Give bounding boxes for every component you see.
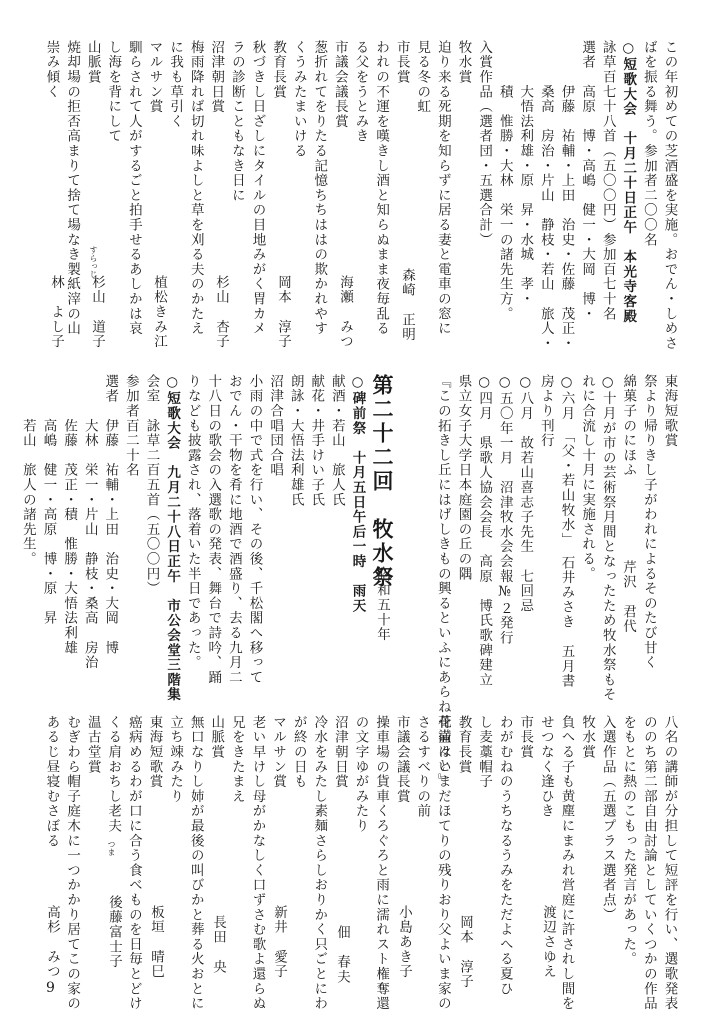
top-lines-line: 市長賞 [393, 40, 410, 85]
bottom-lines-line: をもとに熱のこもった発言があった。 [620, 715, 637, 967]
top-lines-line: くうみたまいける [290, 40, 307, 159]
top-col2_lines-line: ○十月が市の芸術祭月間となったため牧水祭もそ [599, 374, 616, 703]
top-col3_lines-line: 大林 栄一・片山 静枝・桑高 房治 [81, 374, 98, 670]
top-author: 森崎 正明 [399, 268, 415, 342]
top-col3_lines-line: 佐藤 茂正・積 惟勝・大悟法利雄 [61, 374, 78, 656]
bottom-lines-line: 牧水賞 [579, 715, 596, 760]
top-col3_lines-line: 献酒・若山 旅人氏 [328, 374, 345, 508]
bottom-lines-line: の文字ゆがみたり [352, 715, 369, 834]
top-lines-line: 焼却場の拒否高まりて捨て場なき製紙滓の山 [64, 40, 81, 336]
top-lines-line: 見る冬の虹 [414, 40, 431, 114]
section-title: 第二十二回 牧水祭 [370, 374, 395, 590]
top-lines-line: 梅雨降れば切れ味よしと草を刈る夫のかたえ [187, 40, 204, 336]
bottom-lines-line: さるすべりの前 [414, 715, 431, 819]
top-author: 岡本 淳子 [275, 275, 291, 349]
top-lines-line: 入賞作品（選者団・五選合計） [476, 40, 493, 248]
bottom-lines-line: せつなく逢ひき [537, 715, 554, 819]
bottom-lines-line: マルサン賞 [270, 715, 287, 789]
top-lines-line: マルサン賞 [146, 40, 163, 114]
top-col3_lines-line: 献花・井手けい子氏 [308, 374, 325, 508]
bottom-lines-line: 冷水をみたし素麺さらしおりかく只ごとにわ [311, 715, 328, 1011]
top-author: 植松きみ江 [151, 275, 167, 349]
top-lines-line: 崇み傾く [43, 40, 60, 100]
top-col3_lines-line: 選者 伊藤 祐輔・上田 治史・大岡 博 [102, 374, 119, 656]
top-col3_lines-line: ○碑前祭 十月五日午后一時 雨天 [349, 374, 366, 614]
top-col3_lines-line: ○短歌大会 九月二十八日正午 市公会堂三階集 [164, 374, 181, 703]
top-lines-line: 馴らされて人がするごと拍手せるあしかは哀 [125, 40, 142, 336]
section-year: 昭和五十年 [374, 568, 390, 642]
bottom-lines-line: 東海短歌賞 [146, 715, 163, 789]
top-lines-line: 伊藤 祐輔・上田 治史・佐藤 茂正・ [558, 40, 575, 351]
bottom-author: 渡辺さゆえ [540, 905, 556, 979]
top-author: 林 よし子 [48, 275, 64, 349]
top-author: 海瀬 みつ [337, 275, 353, 349]
top-col2_lines-line: ○五〇年一月 沼津牧水会会報№２発行 [496, 374, 513, 646]
top-col2_lines-line: ○六月 「父・若山牧水」 石井みさき 五月書 [558, 374, 575, 689]
top-lines-line: ラの診断こともなき日に [228, 40, 245, 203]
top-author: 杉山 道子 [89, 275, 105, 349]
bottom-lines-line: くる肩おちし老夫 [105, 715, 122, 834]
bottom-lines-line: 市議会議長賞 [393, 715, 410, 804]
bottom-author: 後藤富士子 [106, 895, 122, 969]
top-col2_lines-line: ○八月 故若山喜志子先生 七回忌 [517, 374, 534, 614]
top-lines-line: 山脈賞 [84, 40, 101, 85]
bottom-author: 佃 春夫 [334, 925, 350, 985]
top-col2_lines-line: 東海短歌賞 [661, 374, 678, 448]
top-col3_lines-line: 参加者百二十名 [122, 374, 139, 478]
bottom-lines-line: し麦藁帽子 [476, 715, 493, 789]
top-col3_lines-line: 小雨の中で式を行い、その後、千松閣へ移って [246, 374, 263, 685]
top-col3_lines-line: りなども披露され、落着いた半日であった。 [184, 374, 201, 670]
bottom-lines-line: 温古堂賞 [84, 715, 101, 775]
bottom-lines-line: 老い早けし母がかなしく口ずさむ歌よ還らぬ [249, 715, 266, 1011]
top-col3_lines-line: 会室 詠草二百五首（五〇〇円） [143, 374, 160, 596]
top-col2_lines-line: 綿菓子のにほふ [620, 374, 637, 478]
top-col3_lines-line: 沼津合唱団合唱 [267, 374, 284, 478]
top-lines-line: 牧水賞 [455, 40, 472, 85]
top-lines-line: 沼津朝日賞 [208, 40, 225, 114]
bottom-author: 高杉 みつ [44, 905, 60, 979]
top-lines-line: 秋づきし日ざしにタイルの目地みがく胃カメ [249, 40, 266, 336]
top-lines-line: ○短歌大会 十月二十日正午 本光寺客殿 [620, 40, 637, 324]
bottom-author: 小島あき子 [396, 905, 412, 979]
top-lines-line: る父をうとみき [352, 40, 369, 144]
top-lines-line: 迫り来る死期を知らずに居る妻と電車の窓に [434, 40, 451, 336]
bottom-lines-line: 山脈賞 [208, 715, 225, 760]
bottom-author: 板垣 晴巳 [148, 905, 164, 979]
bottom-lines-line: が終の日も [290, 715, 307, 789]
top-col2_lines-line: 房より刊行 [537, 374, 554, 448]
bottom-author: 長田 央 [210, 915, 226, 975]
top-col2_lines-line: ○四月 県歌人協会会長 高原 博氏歌碑建立 [476, 374, 493, 688]
top-lines-line: 桑高 房治・片山 静枝・若山 旅人・ [537, 40, 554, 351]
bottom-author: 岡本 淳子 [457, 915, 473, 989]
bottom-ruby: つま [107, 840, 116, 856]
bottom-lines-line: 骨壷はいまだほてりの残りおり父よいま家の [434, 715, 451, 1011]
top-lines-line: 市議会議長賞 [331, 40, 348, 129]
top-lines-line: 詠草百七十八首（五〇〇円）参加百七十名 [599, 40, 616, 322]
top-lines-line: 積 惟勝・大林 栄一の諸先生方。 [496, 40, 513, 322]
top-col2_lines-line: 『この拓きし丘にはげしきもの興るといふにあらね花満々と』 [434, 374, 451, 789]
bottom-lines-line: 市長賞 [517, 715, 534, 760]
top-lines-line: 選者 高原 博・高嶋 健一・大岡 博・ [579, 40, 596, 322]
bottom-lines-line: むぎわら帽子庭木に一つかかり居てこの家の [64, 715, 81, 1011]
bottom-lines-line: 無口なりし姉が最後の叫びかと葬る火おとに [187, 715, 204, 1011]
bottom-lines-line: 八名の講師が分担して短評を行い、選歌発表 [661, 715, 678, 1011]
top-col3_lines-line: 朗詠・大悟法利雄氏 [287, 374, 304, 508]
top-col3_lines-line: 若山 旅人の諸先生。 [19, 374, 36, 567]
bottom-lines-line: 沼津朝日賞 [331, 715, 348, 789]
top-lines-line: ばを振る舞う。参加者二〇〇名 [640, 40, 657, 248]
top-lines-line: われの不運を嘆きし酒と知らぬまま夜毎乱る [373, 40, 390, 336]
top-col2_lines-line: 県立女子大学日本庭園の丘の隅 [455, 374, 472, 582]
bottom-lines-line: ののち第二部自由討論としていくつかの作品 [640, 715, 657, 1011]
top-lines-line: し海を背にして [105, 40, 122, 144]
top-lines-line: この年初めての芝酒盛を実施。おでん・しめさ [661, 40, 678, 351]
bottom-lines-line: 癌病めるわが口に合う食べものを日毎とどけ [125, 715, 142, 1011]
top-col2_lines-line: れに合流し十月に実施される。 [579, 374, 596, 582]
top-col2_lines-line: 祭より帰りきし子がわれによるそのたび甘く [640, 374, 657, 670]
bottom-lines-line: 入選作品（五選プラス選者点） [599, 715, 616, 923]
bottom-lines-line: 負へる子も黄塵にまみれ営庭に許されし間を [558, 715, 575, 1011]
top-col2-author: 芹沢 君代 [620, 560, 636, 634]
bottom-lines-line: 操車場の貨車くろぐろと雨に濡れスト権奪還 [373, 715, 390, 1011]
bottom-lines-line: わがむねのうちなるうみをただよへる夏ひ [496, 715, 513, 997]
page-number: 9 [46, 980, 55, 996]
bottom-author: 新井 愛子 [271, 905, 287, 979]
top-lines-line: に我も草引く [167, 40, 184, 129]
bottom-lines-line: 立ち竦みたり [167, 715, 184, 804]
top-lines-line: 教育長賞 [270, 40, 287, 100]
bottom-lines-line: 教育長賞 [455, 715, 472, 775]
top-lines-line: 葱折れてをりたる記憶ちちははの欺かれやす [311, 40, 328, 336]
top-col3_lines-line: 高嶋 健一・高原 博・原 昇 [40, 374, 57, 626]
bottom-lines-line: 兄をきたまえ [228, 715, 245, 804]
top-ruby: すらっじ [89, 246, 98, 278]
top-col3_lines-line: おでん・干物を肴に地酒で酒盛り、去る九月二 [225, 374, 242, 685]
top-lines-line: 大悟法利雄・原 昇・水城 孝・ [517, 40, 534, 307]
top-author: 杉山 杏子 [213, 275, 229, 349]
bottom-lines-line: あるじ昼寝むさぼる [43, 715, 60, 849]
top-col3_lines-line: 十八日の歌会の入選歌の発表、舞台で詩吟、踊 [205, 374, 222, 685]
